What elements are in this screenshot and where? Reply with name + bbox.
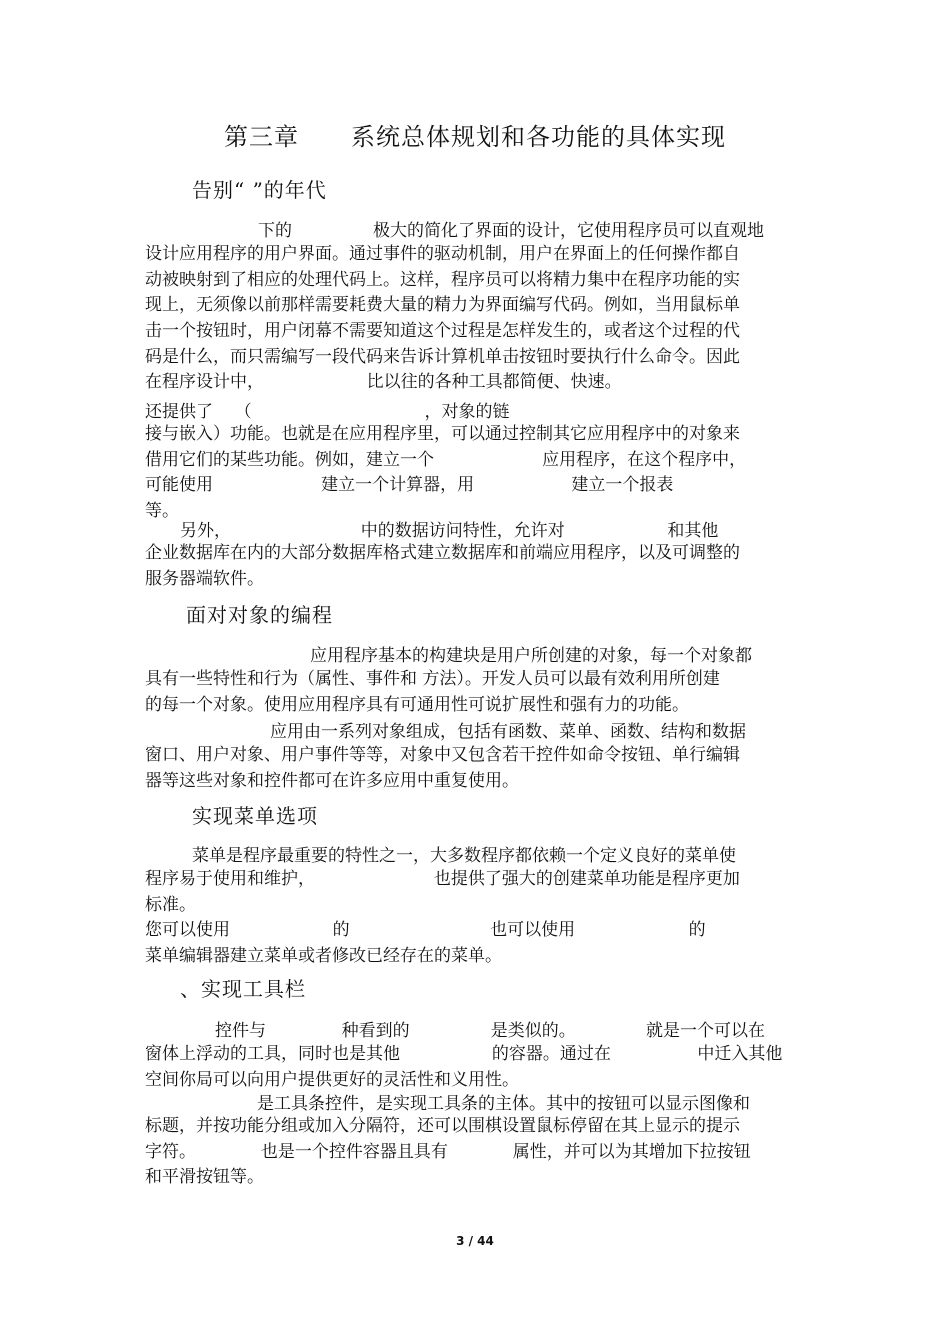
paragraph-line: 控件与 种看到的 是类似的。 就是一个可以在 — [215, 1021, 765, 1041]
paragraph-line: 借用它们的某些功能。例如，建立一个 应用程序，在这个程序中， — [145, 449, 747, 470]
paragraph-line: 窗口、用户对象、用户事件等等，对象中又包含若干控件如命令按钮、单行编辑 — [145, 745, 740, 765]
paragraph-line: 服务器端软件。 — [145, 568, 264, 589]
chapter-number: 第三章 — [224, 123, 299, 151]
paragraph-line: 接与嵌入）功能。也就是在应用程序里，可以通过控制其它应用程序中的对象来 — [145, 424, 740, 444]
section-heading: 面对对象的编程 — [186, 603, 333, 627]
page-number: 3 / 44 — [456, 1234, 494, 1248]
paragraph-line: 等。 — [145, 501, 179, 522]
paragraph-line: 是工具条控件，是实现工具条的主体。其中的按钮可以显示图像和 — [257, 1094, 750, 1114]
paragraph-line: 应用程序基本的构建块是用户所创建的对象，每一个对象都 — [310, 646, 752, 666]
paragraph-line: 菜单是程序最重要的特性之一，大多数程序都依赖一个定义良好的菜单使 — [192, 846, 736, 866]
paragraph — [145, 1114, 807, 1191]
paragraph — [145, 667, 807, 718]
paragraph-line: 字符。 也是一个控件容器且具有 属性，并可以为其增加下拉按钮 — [145, 1141, 751, 1162]
paragraph-line: 击一个按钮时，用户闭幕不需要知道这个过程是怎样发生的，或者这个过程的代 — [145, 321, 740, 342]
paragraph — [145, 867, 807, 970]
section-heading: 、实现工具栏 — [180, 977, 306, 1001]
paragraph-line: 标题，并按功能分组或加入分隔符，还可以围棋设置鼠标停留在其上显示的提示 — [145, 1116, 740, 1136]
paragraph — [145, 743, 807, 794]
paragraph — [145, 541, 807, 592]
paragraph-line: 下的 极大的简化了界面的设计，它使用程序员可以直观地 — [258, 221, 765, 241]
paragraph-line: 程序易于使用和维护， 也提供了强大的创建菜单功能是程序更加 — [145, 869, 740, 889]
paragraph-line: 具有一些特性和行为（属性、事件和 方法）。开发人员可以最有效利用所创建 — [145, 669, 720, 689]
paragraph-line: 在程序设计中， 比以往的各种工具都简便、快速。 — [145, 372, 622, 393]
section-heading: 告别“ ”的年代 — [192, 178, 327, 202]
section-heading: 实现菜单选项 — [192, 804, 318, 828]
paragraph-line: 窗体上浮动的工具，同时也是其他 的容器。通过在 中迁入其他 — [145, 1044, 783, 1064]
chapter-title-text: 系统总体规划和各功能的具体实现 — [351, 123, 726, 151]
paragraph-line: 可能使用 建立一个计算器，用 建立一个报表 — [145, 475, 674, 496]
paragraph-line: 应用由一系列对象组成，包括有函数、菜单、函数、结构和数据 — [270, 722, 746, 742]
chapter-title — [0, 117, 950, 152]
paragraph-line: 还提供了 （ ，对象的链 — [145, 402, 510, 422]
paragraph-line: 企业数据库在内的大部分数据库格式建立数据库和前端应用程序，以及可调整的 — [145, 543, 740, 563]
paragraph-line: 动被映射到了相应的处理代码上。这样，程序员可以将精力集中在程序功能的实 — [145, 269, 740, 290]
paragraph — [145, 1042, 807, 1093]
paragraph-line: 的每一个对象。使用应用程序具有可通用性可说扩展性和强有力的功能。 — [145, 694, 689, 715]
paragraph — [145, 242, 807, 396]
paragraph-line: 器等这些对象和控件都可在许多应用中重复使用。 — [145, 770, 519, 791]
paragraph-line: 空间你局可以向用户提供更好的灵活性和义用性。 — [145, 1069, 519, 1090]
paragraph-line: 菜单编辑器建立菜单或者修改已经存在的菜单。 — [145, 946, 502, 967]
paragraph-line: 码是什么，而只需编写一段代码来告诉计算机单击按钮时要执行什么命令。因此 — [145, 346, 740, 367]
paragraph-line: 您可以使用 的 也可以使用 的 — [145, 920, 706, 941]
paragraph-line: 设计应用程序的用户界面。通过事件的驱动机制，用户在界面上的任何操作都自 — [145, 244, 740, 264]
paragraph-line: 另外， 中的数据访问特性，允许对 和其他 — [180, 521, 719, 541]
paragraph-line: 现上，无须像以前那样需要耗费大量的精力为界面编写代码。例如，当用鼠标单 — [145, 295, 740, 316]
paragraph — [145, 422, 807, 525]
paragraph-line: 和平滑按钮等。 — [145, 1167, 264, 1188]
paragraph-line: 标准。 — [145, 894, 196, 915]
